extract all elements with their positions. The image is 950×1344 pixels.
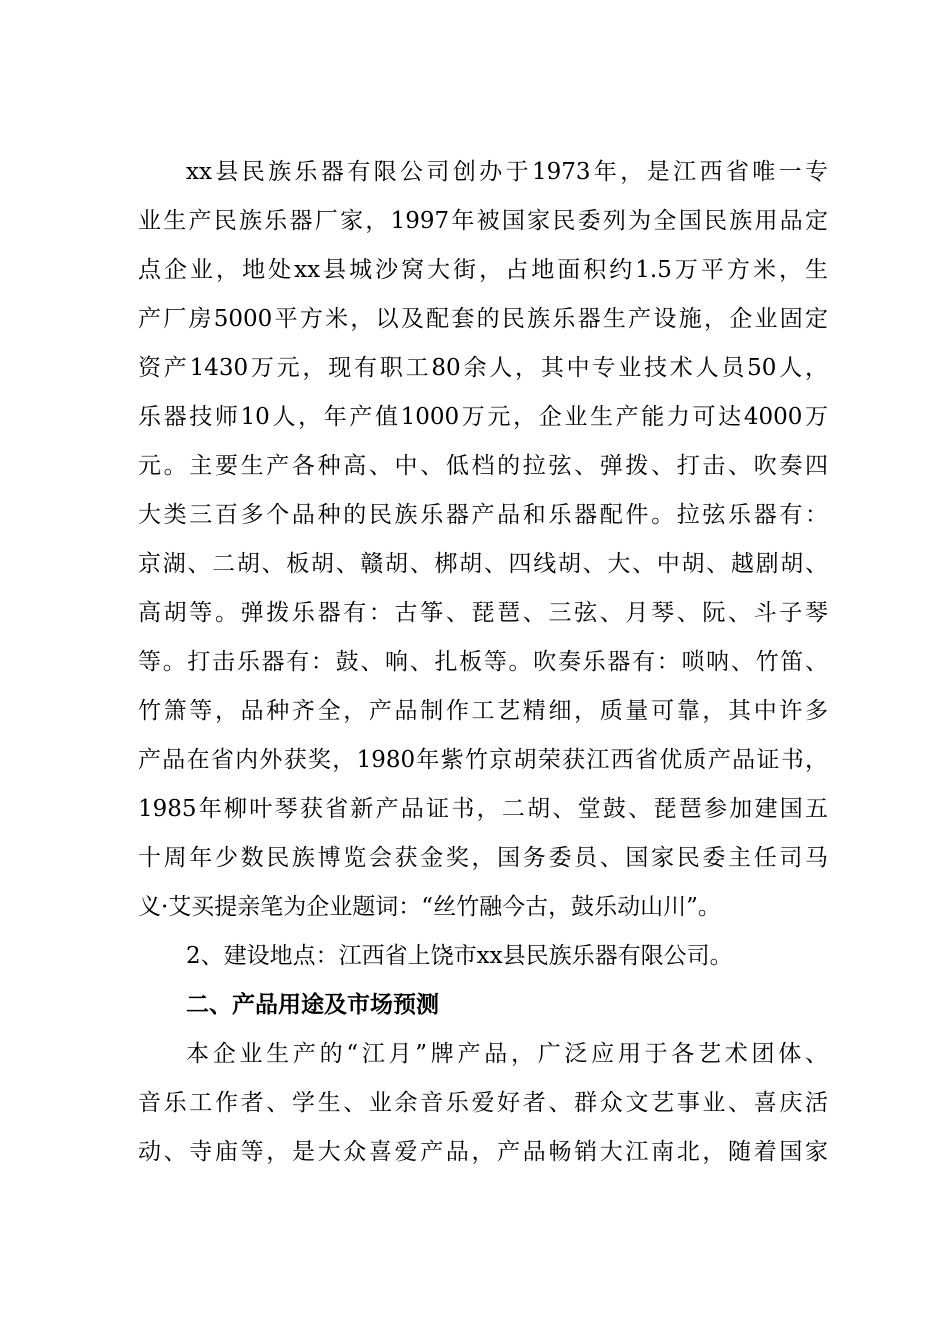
text-line: 高胡等。弹拨乐器有：古筝、琵琶、三弦、月琴、阮、斗子琴	[138, 600, 828, 626]
text-line: 点企业，地处xx县城沙窝大街，占地面积约1.5万平方米，生	[138, 257, 828, 283]
text-line: 资产1430万元，现有职工80余人，其中专业技术人员50人，	[138, 355, 828, 381]
text-line: 元。主要生产各种高、中、低档的拉弦、弹拨、打击、吹奏四	[138, 453, 828, 479]
text-line: 产品在省内外获奖，1980年紫竹京胡荣获江西省优质产品证书，	[138, 747, 828, 773]
text-line: 京湖、二胡、板胡、赣胡、梆胡、四线胡、大、中胡、越剧胡、	[138, 551, 828, 577]
text-line: 音乐工作者、学生、业余音乐爱好者、群众文艺事业、喜庆活	[138, 1090, 828, 1116]
paragraph-product-use	[138, 1030, 828, 1177]
text-line: 本企业生产的“江月”牌产品，广泛应用于各艺术团体、	[186, 1041, 828, 1067]
document-body	[138, 148, 828, 1177]
text-line: 业生产民族乐器厂家，1997年被国家民委列为全国民族用品定	[138, 208, 828, 234]
text-line: xx县民族乐器有限公司创办于1973年，是江西省唯一专	[186, 159, 828, 185]
text-line: 动、寺庙等，是大众喜爱产品，产品畅销大江南北，随着国家	[138, 1139, 828, 1165]
text-line: 等。打击乐器有：鼓、响、扎板等。吹奏乐器有：唢呐、竹笛、	[138, 649, 828, 675]
section-heading-product-use: 二、产品用途及市场预测	[186, 992, 439, 1018]
text-line: 乐器技师10人，年产值1000万元，企业生产能力可达4000万	[138, 404, 828, 430]
paragraph-company-intro	[138, 148, 828, 932]
text-line: 1985年柳叶琴获省新产品证书，二胡、堂鼓、琵琶参加建国五	[138, 796, 828, 822]
text-line: 竹箫等，品种齐全，产品制作工艺精细，质量可靠，其中许多	[138, 698, 828, 724]
text-line: 产厂房5000平方米，以及配套的民族乐器生产设施，企业固定	[138, 306, 828, 332]
text-line: 十周年少数民族博览会获金奖，国务委员、国家民委主任司马	[138, 845, 828, 871]
text-line: 大类三百多个品种的民族乐器产品和乐器配件。拉弦乐器有：	[138, 502, 828, 528]
text-line: 义·艾买提亲笔为企业题词：“丝竹融今古，鼓乐动山川”。	[138, 894, 721, 920]
item-construction-site: 2、建设地点：江西省上饶市xx县民族乐器有限公司。	[186, 943, 733, 969]
